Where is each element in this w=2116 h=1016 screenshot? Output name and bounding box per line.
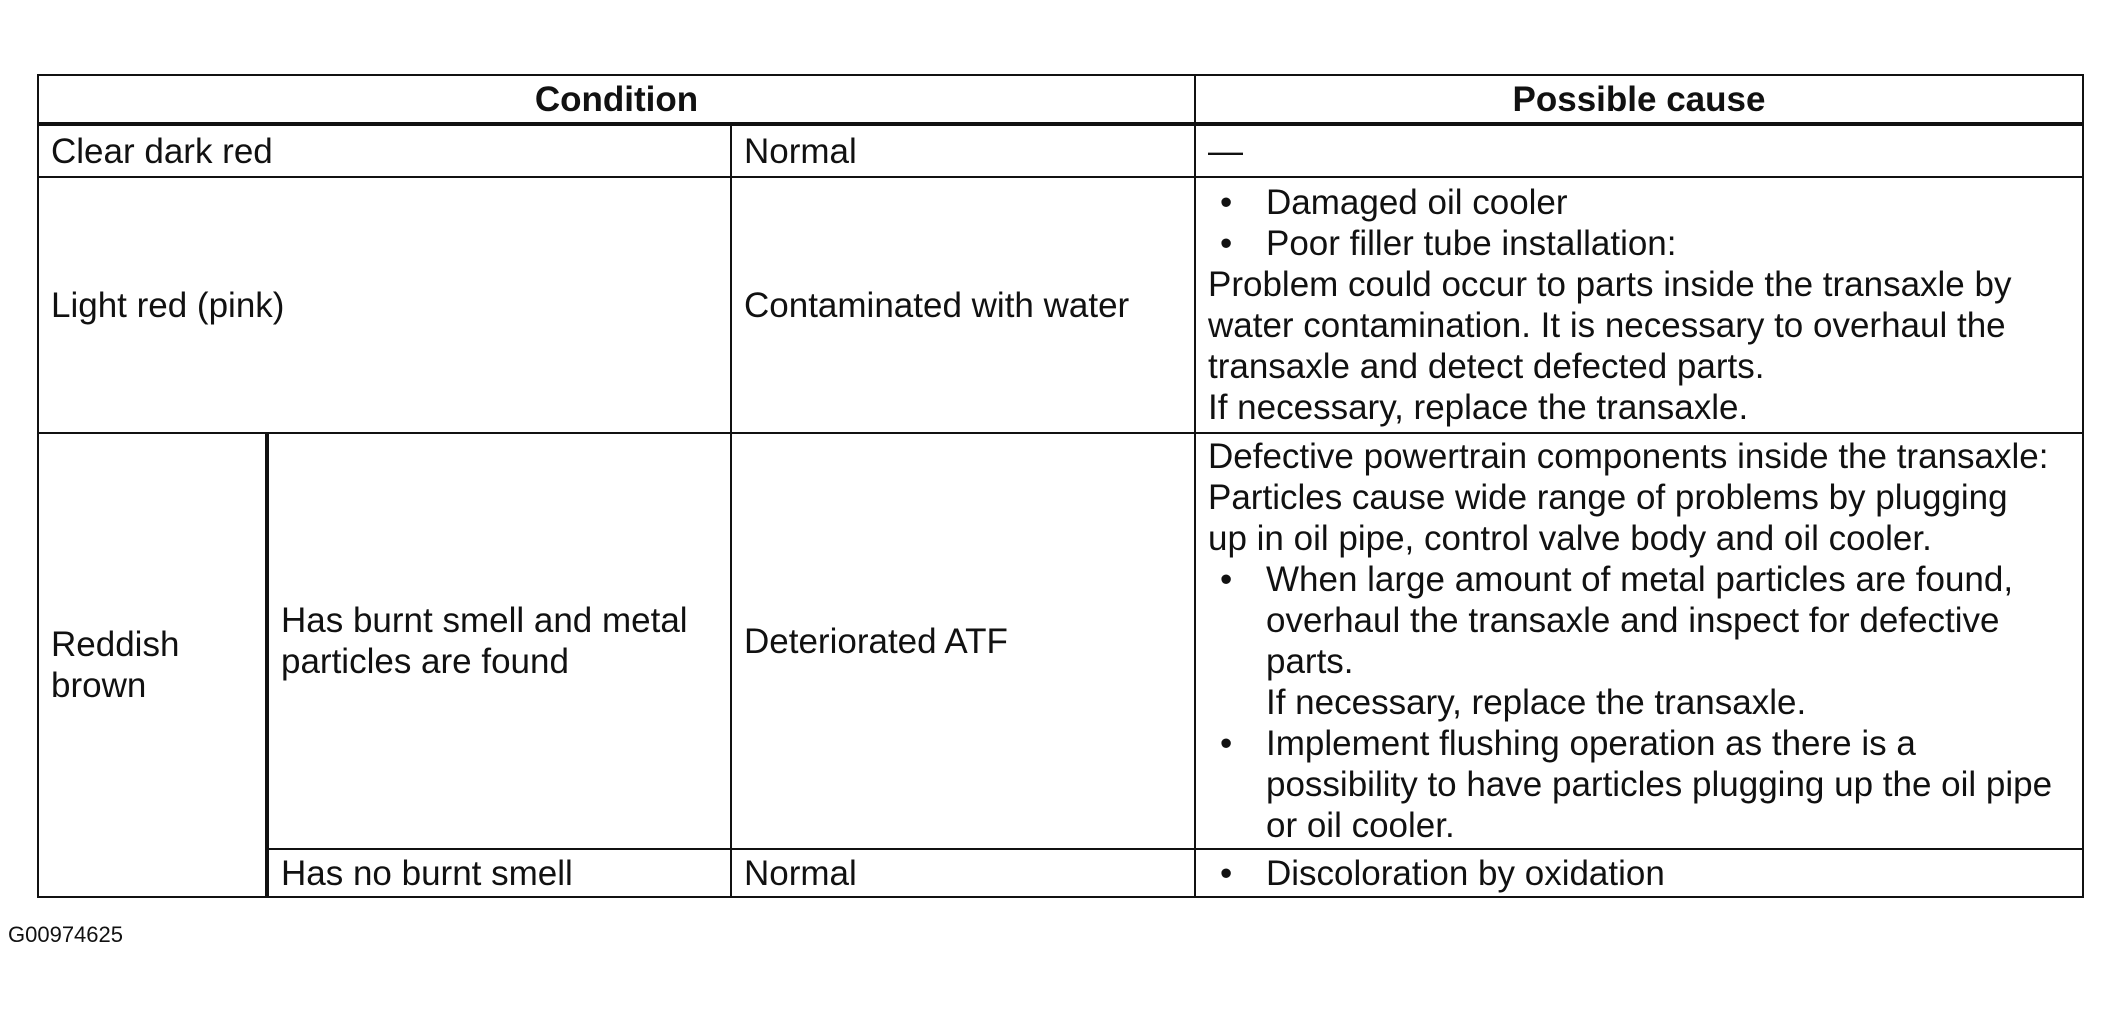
table-row: [38, 849, 2083, 897]
cause-bullet-text: possibility to have particles plugging up the oil pipe: [1266, 765, 2053, 804]
atf-condition-table: [37, 74, 2084, 898]
condition-status-cell: Contaminated with water: [731, 177, 1195, 433]
cause-bullet-text: If necessary, replace the transaxle.: [1266, 683, 1807, 722]
cause-bullet-text: Discoloration by oxidation: [1266, 853, 1665, 893]
cause-text-line: If necessary, replace the transaxle.: [1208, 388, 1749, 427]
cause-bullet-text: parts.: [1266, 642, 1354, 681]
cause-bullet-list: [1208, 182, 2070, 264]
cause-text-line: Defective powertrain components inside the transaxle:: [1208, 437, 2049, 476]
cause-bullet-item: [1208, 853, 2070, 894]
cause-bullet-text: overhaul the transaxle and inspect for defective: [1266, 601, 2000, 640]
condition-header: Condition: [38, 75, 1195, 124]
cause-bullet-text: When large amount of metal particles are found,: [1266, 560, 2014, 599]
condition-color-cell: [38, 433, 267, 897]
cause-bullet-text: Poor filler tube installation:: [1266, 224, 1677, 263]
possible-cause-cell: —: [1195, 124, 2083, 177]
cause-bullet-text: Damaged oil cooler: [1266, 183, 1568, 222]
cause-text-line: up in oil pipe, control valve body and oil cooler.: [1208, 519, 1932, 558]
cause-text-line: water contamination. It is necessary to overhaul the: [1208, 306, 2006, 345]
condition-status-cell: Normal: [731, 849, 1195, 897]
possible-cause-cell: [1195, 849, 2083, 897]
figure-id-label: G00974625: [8, 922, 123, 947]
condition-status-cell: Deteriorated ATF: [731, 433, 1195, 849]
condition-color-cell: Light red (pink): [38, 177, 731, 433]
table-row: [38, 177, 2083, 433]
table-row: [38, 124, 2083, 177]
cause-bullet-item: [1208, 182, 2070, 223]
condition-detail-cell: Has no burnt smell: [267, 849, 731, 897]
cause-bullet-item: [1208, 723, 2070, 846]
bullet-icon: •: [1220, 724, 1233, 763]
bullet-icon: •: [1220, 183, 1233, 222]
possible-cause-header: Possible cause: [1195, 75, 2083, 124]
possible-cause-cell: [1195, 433, 2083, 849]
table-row: [38, 433, 2083, 849]
bullet-icon: •: [1220, 853, 1233, 893]
cause-text-line: Particles cause wide range of problems by plugging: [1208, 478, 2008, 517]
cause-bullet-text: Implement flushing operation as there is a: [1266, 724, 1916, 763]
condition-color-cell: Clear dark red: [38, 124, 731, 177]
condition-detail-cell: Has burnt smell and metal particles are found: [267, 433, 731, 849]
bullet-icon: •: [1220, 560, 1233, 599]
cause-bullet-item: [1208, 559, 2070, 723]
bullet-icon: •: [1220, 224, 1233, 263]
cause-text-line: transaxle and detect defected parts.: [1208, 347, 1765, 386]
possible-cause-cell: [1195, 177, 2083, 433]
condition-status-cell: Normal: [731, 124, 1195, 177]
table-header-row: [38, 75, 2083, 124]
cause-text-line: Problem could occur to parts inside the transaxle by: [1208, 265, 2012, 304]
cause-bullet-list: [1208, 853, 2070, 894]
cause-bullet-item: [1208, 223, 2070, 264]
cause-bullet-text: or oil cooler.: [1266, 806, 1455, 845]
condition-color-text: Reddish brown: [51, 625, 180, 705]
cause-bullet-list: [1208, 559, 2070, 846]
